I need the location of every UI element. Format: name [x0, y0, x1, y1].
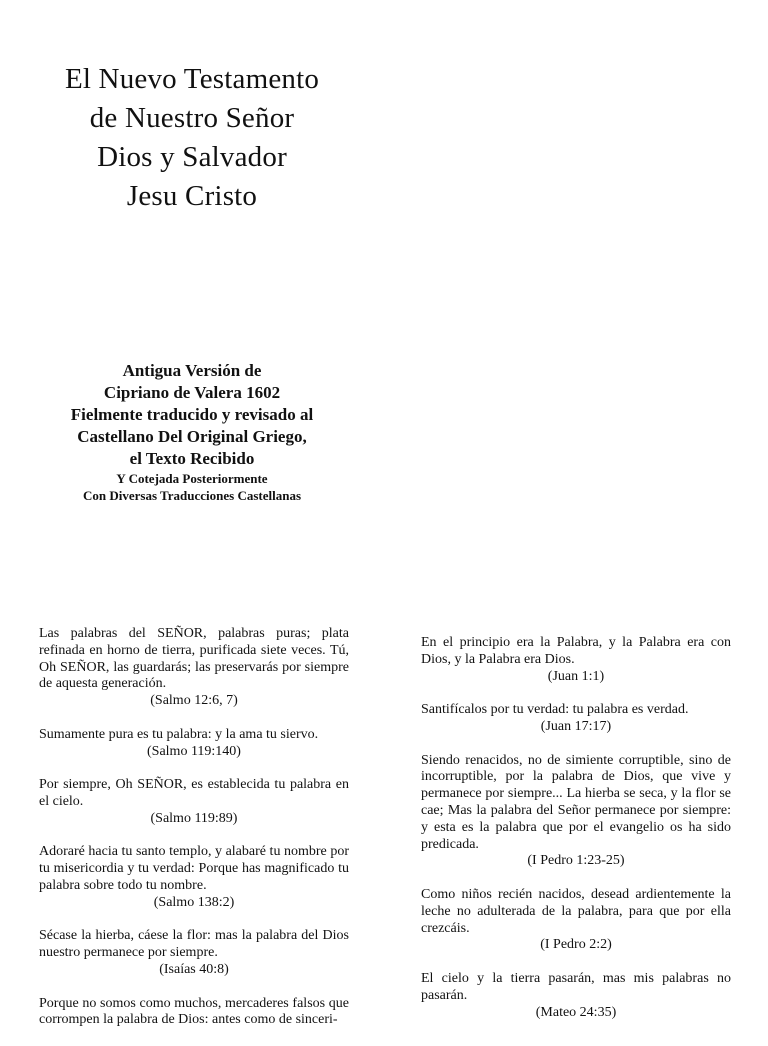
verse-block: [421, 971, 731, 1021]
verse-reference: (I Pedro 1:23-25): [527, 853, 625, 869]
verse-block: [39, 727, 349, 761]
subtitle-line: el Texto Recibido: [129, 449, 255, 468]
book-title-line: Dios y Salvador: [97, 141, 287, 173]
left-verse-column: [39, 626, 349, 1046]
book-title: [38, 60, 346, 216]
verse-block: [39, 996, 349, 1030]
subtitle-line: Cipriano de Valera 1602: [103, 383, 281, 402]
book-title-line: Jesu Cristo: [126, 180, 258, 212]
verse-text: En el principio era la Palabra, y la Palabra era con Dios, y la Palabra era Dios.: [421, 635, 731, 667]
verse-text: Porque no somos como muchos, mercaderes falsos que corrompen la palabra de Dios: antes como de sinceri-: [39, 995, 349, 1028]
subtitle-line: Fielmente traducido y revisado al: [70, 405, 314, 424]
book-title-line: de Nuestro Señor: [89, 102, 295, 134]
verse-reference: (Salmo 138:2): [153, 894, 235, 910]
right-verse-column: [421, 635, 731, 1038]
verse-block: [39, 626, 349, 710]
verse-reference: (Juan 1:1): [547, 668, 605, 684]
verse-text: Las palabras del SEÑOR, palabras puras; plata refinada en horno de tierra, purificada siete veces. Tú, Oh SEÑOR, las guardarás; las preservarás por siempre de aquesta generación.: [39, 626, 349, 692]
verse-text: Sécase la hierba, cáese la flor: mas la palabra del Dios nuestro permanece por siempre.: [39, 928, 349, 961]
verse-text: Siendo renacidos, no de simiente corruptible, sino de incorruptible, por la palabra de Dios, que vive y permanece por siempre... La hierba se seca, y la flor se cae; Mas la palabra del Señor permanece por siempre: y esta es la palabra que por el evangelio os ha sido predicada.: [421, 752, 731, 852]
verse-text: Como niños recién nacidos, desead ardientemente la leche no adulterada de la palabra, para que por ella crezcáis.: [421, 886, 731, 936]
verse-block: [421, 887, 731, 954]
verse-block: [421, 635, 731, 685]
verse-block: [39, 844, 349, 911]
verse-reference: (Juan 17:17): [540, 718, 612, 734]
verse-block: [39, 777, 349, 827]
verse-text: El cielo y la tierra pasarán, mas mis palabras no pasarán.: [421, 970, 731, 1003]
verse-reference: (Salmo 12:6, 7): [150, 693, 238, 709]
verse-block: [421, 753, 731, 871]
subtitle-line: Castellano Del Original Griego,: [77, 427, 307, 446]
verse-reference: (Isaías 40:8): [159, 961, 229, 977]
verse-reference: (I Pedro 2:2): [540, 937, 612, 953]
verse-block: [39, 928, 349, 978]
verse-reference: (Salmo 119:140): [147, 743, 241, 759]
version-subtitle: [38, 360, 346, 504]
verse-text: Santifícalos por tu verdad: tu palabra es verdad.: [421, 702, 689, 718]
subtitle-small-line: Con Diversas Traducciones Castellanas: [83, 488, 301, 503]
subtitle-line: Antigua Versión de: [122, 361, 262, 380]
verse-text: Por siempre, Oh SEÑOR, es establecida tu palabra en el cielo.: [39, 777, 349, 809]
verse-text: Adoraré hacia tu santo templo, y alabaré tu nombre por tu misericordia y tu verdad: Porque has magnificado tu palabra sobre todo tu nombre.: [39, 844, 349, 893]
verse-block: [421, 702, 731, 736]
verse-text: Sumamente pura es tu palabra: y la ama tu siervo.: [39, 726, 319, 742]
subtitle-small-line: Y Cotejada Posteriormente: [116, 471, 268, 486]
verse-reference: (Salmo 119:89): [150, 810, 238, 826]
verse-reference: (Mateo 24:35): [535, 1004, 617, 1020]
book-title-line: El Nuevo Testamento: [64, 63, 320, 95]
